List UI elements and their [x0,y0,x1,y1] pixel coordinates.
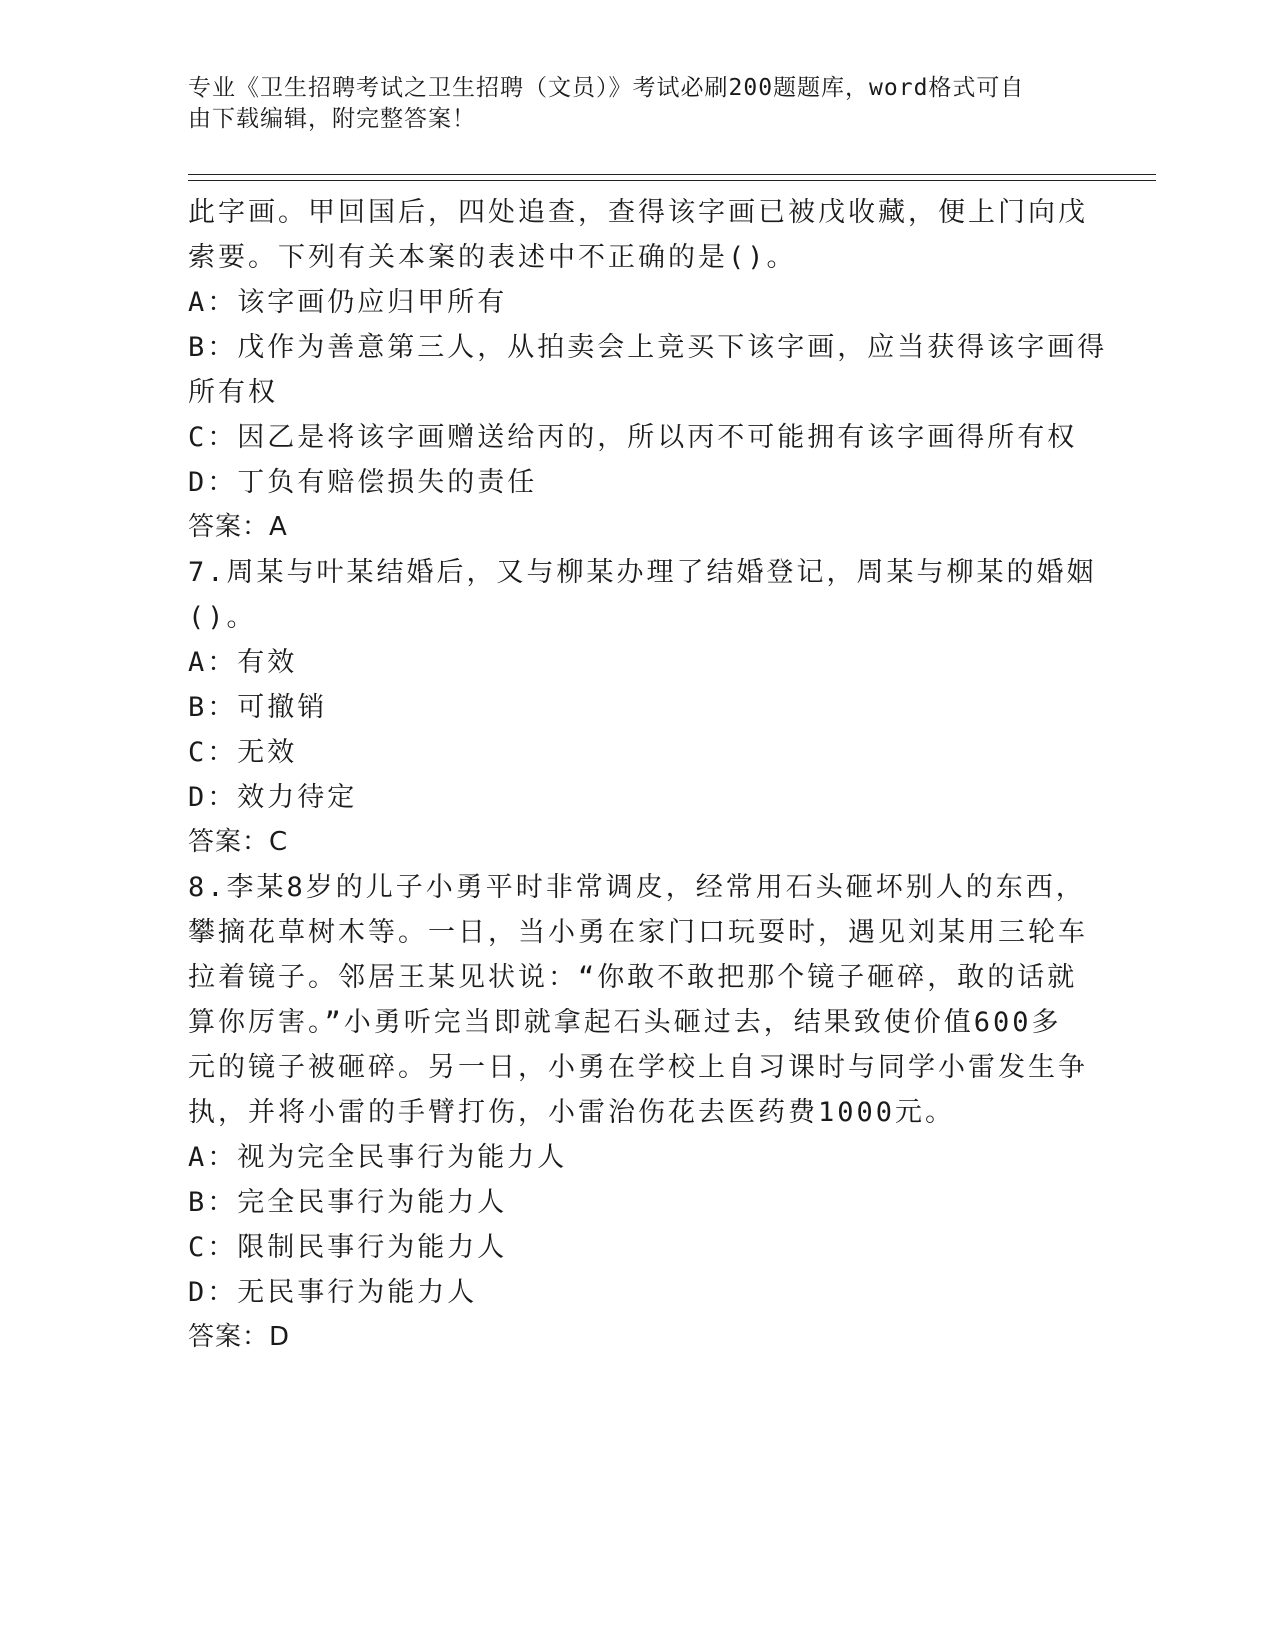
option-c: C：限制民事行为能力人 [188,1232,508,1263]
question-stem-line: 拉着镜子。邻居王某见状说：“你敢不敢把那个镜子砸碎，敢的话就 [188,962,1078,993]
question-stem-line: 执，并将小雷的手臂打伤，小雷治伤花去医药费1000元。 [188,1097,956,1128]
option-a: A：该字画仍应归甲所有 [188,287,508,318]
question-stem-line: 索要。下列有关本案的表述中不正确的是()。 [188,242,797,273]
page-header [188,73,1088,135]
question-stem-line: 7.周某与叶某结婚后，又与柳某办理了结婚登记，周某与柳某的婚姻 [188,557,1097,588]
header-title-line-2: 由下载编辑，附完整答案！ [188,106,476,132]
option-b-line-2: 所有权 [188,377,278,408]
option-c: C：因乙是将该字画赠送给丙的，所以丙不可能拥有该字画得所有权 [188,422,1078,453]
question-stem-line: 算你厉害。”小勇听完当即就拿起石头砸过去，结果致使价值600多 [188,1007,1062,1038]
option-a: A：有效 [188,647,298,678]
option-d: D：效力待定 [188,782,358,813]
question-8 [188,865,1088,1360]
question-stem-line: 元的镜子被砸碎。另一日，小勇在学校上自习课时与同学小雷发生争 [188,1052,1088,1083]
option-b: B：完全民事行为能力人 [188,1187,508,1218]
option-d: D：无民事行为能力人 [188,1277,478,1308]
question-6 [188,190,1108,550]
option-c: C：无效 [188,737,298,768]
option-a: A：视为完全民事行为能力人 [188,1142,568,1173]
document-body [188,190,1108,1360]
header-divider-top [188,174,1156,175]
header-divider-bottom [188,180,1156,181]
answer-label: 答案：A [188,512,288,542]
question-stem-line: 8.李某8岁的儿子小勇平时非常调皮，经常用石头砸坏别人的东西， [188,872,1086,903]
answer-label: 答案：D [188,1322,291,1352]
answer-label: 答案：C [188,827,289,857]
question-stem-line: ()。 [188,602,257,633]
header-title-line-1: 专业《卫生招聘考试之卫生招聘（文员）》考试必刷200题题库，word格式可自 [188,75,1025,101]
option-b-line-1: B：戊作为善意第三人，从拍卖会上竞买下该字画，应当获得该字画得 [188,332,1108,363]
question-stem-line: 此字画。甲回国后，四处追查，查得该字画已被戊收藏，便上门向戊 [188,197,1088,228]
option-b: B：可撤销 [188,692,328,723]
option-d: D：丁负有赔偿损失的责任 [188,467,538,498]
question-7 [188,550,1097,865]
question-stem-line: 攀摘花草树木等。一日，当小勇在家门口玩耍时，遇见刘某用三轮车 [188,917,1088,948]
